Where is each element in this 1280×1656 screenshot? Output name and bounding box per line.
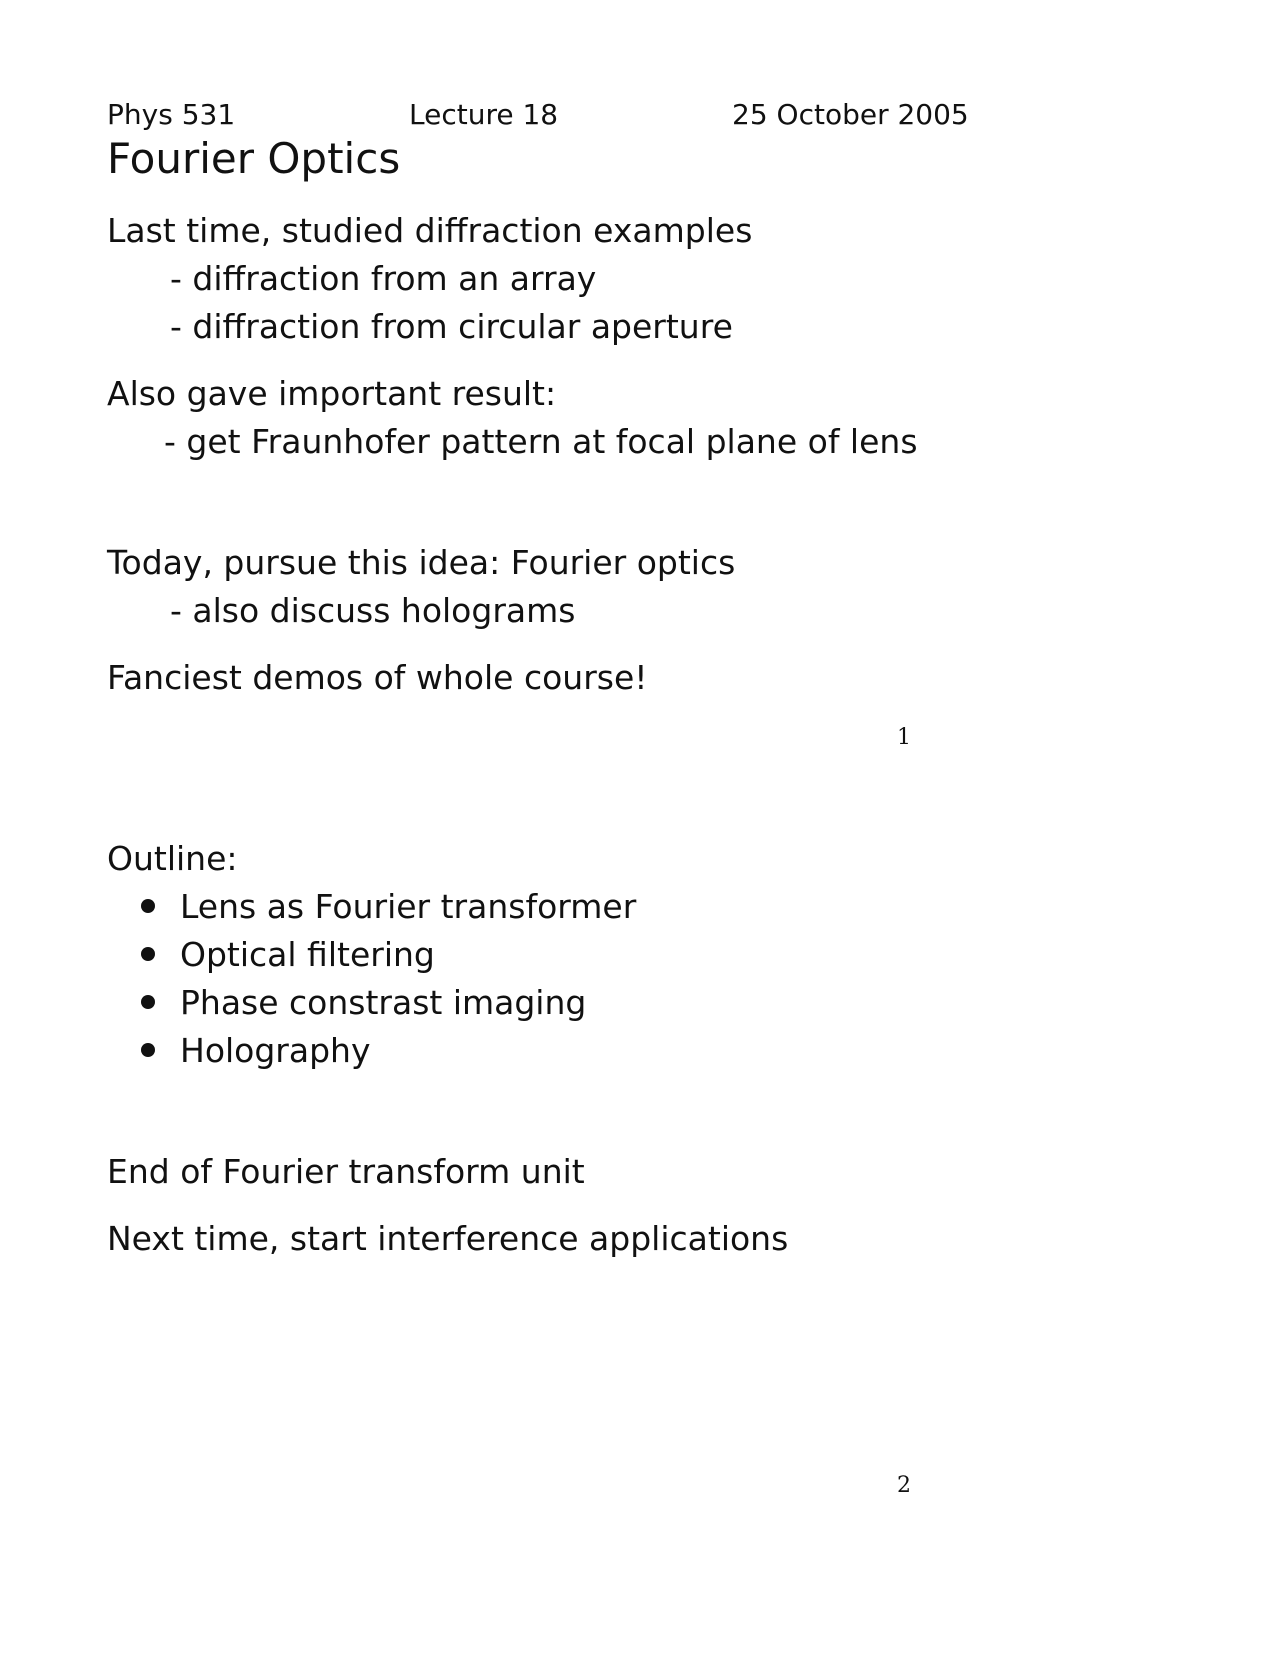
lecture-number: Lecture 18 — [409, 98, 559, 131]
outline-item-label: Holography — [180, 1031, 371, 1070]
outline-item-label: Optical filtering — [180, 935, 435, 974]
bullet-icon — [141, 899, 155, 913]
bullet-icon — [141, 995, 155, 1009]
fraunhofer-line: - get Fraunhofer pattern at focal plane of lens — [164, 422, 918, 461]
circular-aperture-line: - diffraction from circular aperture — [170, 307, 733, 346]
today-line: Today, pursue this idea: Fourier optics — [107, 543, 736, 582]
end-unit-line: End of Fourier transform unit — [107, 1152, 585, 1191]
outline-item — [141, 1031, 371, 1070]
page-number-2: 2 — [897, 1473, 911, 1498]
page-title: Fourier Optics — [107, 134, 401, 183]
page-number-1: 1 — [897, 725, 911, 750]
outline-item — [141, 935, 435, 974]
outline-item — [141, 887, 637, 926]
array-line: - diffraction from an array — [170, 259, 597, 298]
next-time-line: Next time, start interference applications — [107, 1219, 789, 1258]
last-time-line: Last time, studied diffraction examples — [107, 211, 753, 250]
outline-item-label: Lens as Fourier transformer — [180, 887, 637, 926]
bullet-icon — [141, 947, 155, 961]
outline-heading: Outline: — [107, 839, 238, 878]
course-code: Phys 531 — [107, 98, 236, 131]
slide-page-2 — [0, 828, 1280, 1656]
outline-item-label: Phase constrast imaging — [180, 983, 587, 1022]
lecture-date: 25 October 2005 — [732, 98, 969, 131]
also-gave-line: Also gave important result: — [107, 374, 557, 413]
bullet-icon — [141, 1043, 155, 1057]
fanciest-line: Fanciest demos of whole course! — [107, 658, 648, 697]
holograms-line: - also discuss holograms — [170, 591, 576, 630]
outline-item — [141, 983, 587, 1022]
